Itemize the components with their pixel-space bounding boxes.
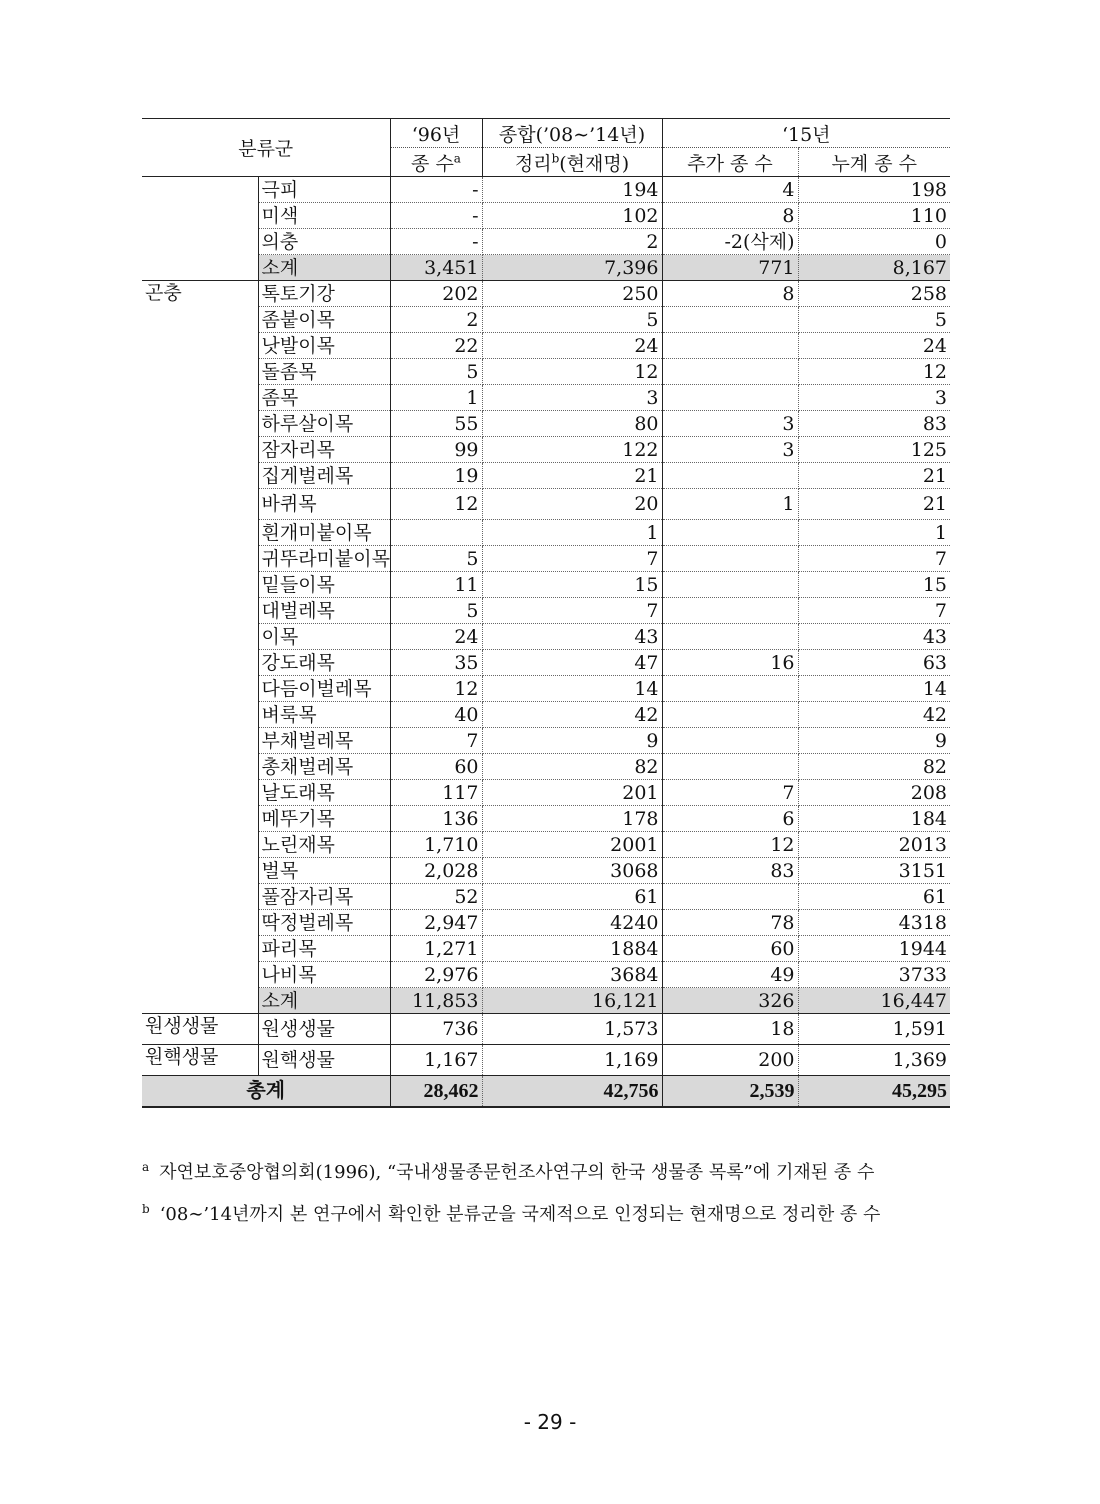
table-row xyxy=(142,333,950,359)
taxon-name-cell: 벌목 xyxy=(258,858,390,884)
table-row xyxy=(142,962,950,988)
count-cumulative-cell: 184 xyxy=(798,806,950,832)
count-total-cell: 4240 xyxy=(482,910,662,936)
count-cumulative-cell: 82 xyxy=(798,754,950,780)
taxon-name-cell: 바퀴목 xyxy=(258,489,390,520)
header-1996-text: 종 수 xyxy=(411,152,454,175)
footnote-marker-a: a xyxy=(453,151,461,166)
count-total-cell: 7,396 xyxy=(482,255,662,281)
taxon-name-cell: 소계 xyxy=(258,988,390,1014)
table-row xyxy=(142,520,950,546)
count-total-cell: 3 xyxy=(482,385,662,411)
count-total-cell: 43 xyxy=(482,624,662,650)
count-cumulative-cell: 9 xyxy=(798,728,950,754)
count-added-cell xyxy=(662,884,798,910)
taxon-name-cell: 다듬이벌레목 xyxy=(258,676,390,702)
taxon-name-cell: 낫발이목 xyxy=(258,333,390,359)
taxon-name-cell: 이목 xyxy=(258,624,390,650)
header-total-text-a: 정리 xyxy=(514,152,552,175)
count-cumulative-cell: 21 xyxy=(798,463,950,489)
table-row xyxy=(142,858,950,884)
count-cumulative-cell: 208 xyxy=(798,780,950,806)
count-cumulative-cell: 198 xyxy=(798,177,950,203)
count-cumulative-cell: 110 xyxy=(798,203,950,229)
count-total-cell: 2001 xyxy=(482,832,662,858)
count-total-cell: 2 xyxy=(482,229,662,255)
count-added-cell xyxy=(662,307,798,333)
count-1996-cell: 40 xyxy=(390,702,482,728)
count-cumulative-cell: 7 xyxy=(798,598,950,624)
count-added-cell: 200 xyxy=(662,1045,798,1076)
count-1996-cell: 3,451 xyxy=(390,255,482,281)
table-row xyxy=(142,754,950,780)
taxon-name-cell: 부채벌레목 xyxy=(258,728,390,754)
count-added-cell: 6 xyxy=(662,806,798,832)
table-row xyxy=(142,936,950,962)
count-added-cell xyxy=(662,359,798,385)
header-cumulative: 누계 종 수 xyxy=(798,148,950,177)
table-row xyxy=(142,546,950,572)
count-1996-cell: 60 xyxy=(390,754,482,780)
count-1996-cell: 11 xyxy=(390,572,482,598)
grand-total-cumulative: 45,295 xyxy=(798,1076,950,1108)
taxon-name-cell: 강도래목 xyxy=(258,650,390,676)
count-1996-cell: 5 xyxy=(390,359,482,385)
count-cumulative-cell: 0 xyxy=(798,229,950,255)
count-cumulative-cell: 15 xyxy=(798,572,950,598)
count-1996-cell: 12 xyxy=(390,676,482,702)
count-1996-cell: 52 xyxy=(390,884,482,910)
count-total-cell: 12 xyxy=(482,359,662,385)
table-row xyxy=(142,203,950,229)
count-added-cell: 12 xyxy=(662,832,798,858)
taxon-name-cell: 의충 xyxy=(258,229,390,255)
taxon-name-cell: 나비목 xyxy=(258,962,390,988)
table-row xyxy=(142,832,950,858)
count-added-cell xyxy=(662,572,798,598)
count-cumulative-cell: 14 xyxy=(798,676,950,702)
count-total-cell: 61 xyxy=(482,884,662,910)
count-1996-cell: 202 xyxy=(390,281,482,307)
count-total-cell: 14 xyxy=(482,676,662,702)
species-table-container xyxy=(142,118,950,1108)
count-cumulative-cell: 1,369 xyxy=(798,1045,950,1076)
header-total-text-b: (현재명) xyxy=(559,152,630,175)
count-added-cell: 8 xyxy=(662,281,798,307)
count-added-cell: 7 xyxy=(662,780,798,806)
count-added-cell xyxy=(662,546,798,572)
count-1996-cell: 117 xyxy=(390,780,482,806)
count-added-cell xyxy=(662,624,798,650)
count-total-cell: 5 xyxy=(482,307,662,333)
count-total-cell: 3068 xyxy=(482,858,662,884)
count-cumulative-cell: 83 xyxy=(798,411,950,437)
taxon-name-cell: 원핵생물 xyxy=(258,1045,390,1076)
table-row xyxy=(142,624,950,650)
count-total-cell: 16,121 xyxy=(482,988,662,1014)
count-1996-cell: 99 xyxy=(390,437,482,463)
grand-total-total: 42,756 xyxy=(482,1076,662,1108)
taxon-group-cell: 원생생물 xyxy=(142,1014,258,1045)
count-cumulative-cell: 2013 xyxy=(798,832,950,858)
taxon-name-cell: 소계 xyxy=(258,255,390,281)
taxon-name-cell: 흰개미붙이목 xyxy=(258,520,390,546)
footnote-a-mark: a xyxy=(142,1160,150,1174)
footnote-a-text: 자연보호중앙협의회(1996), “국내생물종문헌조사연구의 한국 생물종 목록”에 기재된 종 수 xyxy=(159,1162,875,1183)
footnote-marker-b: b xyxy=(551,151,560,166)
count-total-cell: 9 xyxy=(482,728,662,754)
taxon-name-cell: 총채벌레목 xyxy=(258,754,390,780)
count-total-cell: 194 xyxy=(482,177,662,203)
count-added-cell: 49 xyxy=(662,962,798,988)
count-added-cell xyxy=(662,333,798,359)
count-1996-cell: 24 xyxy=(390,624,482,650)
table-row xyxy=(142,650,950,676)
table-row xyxy=(142,385,950,411)
count-total-cell: 24 xyxy=(482,333,662,359)
count-total-cell: 3684 xyxy=(482,962,662,988)
taxon-name-cell: 집게벌레목 xyxy=(258,463,390,489)
count-added-cell: 16 xyxy=(662,650,798,676)
count-added-cell xyxy=(662,754,798,780)
count-total-cell: 102 xyxy=(482,203,662,229)
grand-total-label: 총계 xyxy=(142,1076,390,1108)
table-row xyxy=(142,702,950,728)
count-cumulative-cell: 63 xyxy=(798,650,950,676)
count-1996-cell: 55 xyxy=(390,411,482,437)
table-row xyxy=(142,806,950,832)
count-total-cell: 21 xyxy=(482,463,662,489)
count-added-cell: 3 xyxy=(662,437,798,463)
count-1996-cell: 1,167 xyxy=(390,1045,482,1076)
count-added-cell: 60 xyxy=(662,936,798,962)
count-cumulative-cell: 7 xyxy=(798,546,950,572)
table-body xyxy=(142,177,950,1108)
count-added-cell: -2(삭제) xyxy=(662,229,798,255)
count-1996-cell: 2 xyxy=(390,307,482,333)
table-row xyxy=(142,437,950,463)
count-added-cell: 326 xyxy=(662,988,798,1014)
taxon-name-cell: 극피 xyxy=(258,177,390,203)
count-1996-cell: 5 xyxy=(390,546,482,572)
header-added: 추가 종 수 xyxy=(662,148,798,177)
count-added-cell: 3 xyxy=(662,411,798,437)
count-cumulative-cell: 1 xyxy=(798,520,950,546)
count-total-cell: 42 xyxy=(482,702,662,728)
count-1996-cell: 736 xyxy=(390,1014,482,1045)
count-1996-cell: 2,976 xyxy=(390,962,482,988)
count-1996-cell: 5 xyxy=(390,598,482,624)
count-added-cell: 78 xyxy=(662,910,798,936)
count-1996-cell: 12 xyxy=(390,489,482,520)
count-cumulative-cell: 1,591 xyxy=(798,1014,950,1045)
taxon-name-cell: 돌좀목 xyxy=(258,359,390,385)
footnote-b-text: ‘08∼’14년까지 본 연구에서 확인한 분류군을 국제적으로 인정되는 현재명으로 정리한 종 수 xyxy=(159,1204,881,1225)
count-1996-cell: - xyxy=(390,203,482,229)
count-total-cell: 82 xyxy=(482,754,662,780)
table-row xyxy=(142,910,950,936)
taxon-name-cell: 원생생물 xyxy=(258,1014,390,1045)
grand-total-added: 2,539 xyxy=(662,1076,798,1108)
taxon-name-cell: 미색 xyxy=(258,203,390,229)
table-row xyxy=(142,359,950,385)
taxon-name-cell: 딱정벌레목 xyxy=(258,910,390,936)
table-row xyxy=(142,229,950,255)
footnote-a xyxy=(142,1158,874,1184)
count-total-cell: 178 xyxy=(482,806,662,832)
footnote-b xyxy=(142,1200,880,1226)
count-total-cell: 201 xyxy=(482,780,662,806)
table-row xyxy=(142,307,950,333)
count-cumulative-cell: 3 xyxy=(798,385,950,411)
count-cumulative-cell: 125 xyxy=(798,437,950,463)
taxon-name-cell: 노린재목 xyxy=(258,832,390,858)
taxon-group-cell xyxy=(142,177,258,281)
count-1996-cell: 1,271 xyxy=(390,936,482,962)
count-added-cell xyxy=(662,463,798,489)
count-1996-cell: 11,853 xyxy=(390,988,482,1014)
count-1996-cell: 35 xyxy=(390,650,482,676)
count-cumulative-cell: 4318 xyxy=(798,910,950,936)
taxon-name-cell: 잠자리목 xyxy=(258,437,390,463)
count-added-cell xyxy=(662,728,798,754)
count-1996-cell xyxy=(390,520,482,546)
taxon-name-cell: 하루살이목 xyxy=(258,411,390,437)
count-added-cell: 1 xyxy=(662,489,798,520)
table-row xyxy=(142,1014,950,1045)
count-added-cell: 771 xyxy=(662,255,798,281)
page-number: - 29 - xyxy=(523,1410,577,1434)
table-row xyxy=(142,177,950,203)
count-added-cell: 18 xyxy=(662,1014,798,1045)
species-count-table xyxy=(142,118,950,1108)
count-total-cell: 1 xyxy=(482,520,662,546)
taxon-group-cell: 곤충 xyxy=(142,281,258,1014)
count-total-cell: 250 xyxy=(482,281,662,307)
count-1996-cell: 2,028 xyxy=(390,858,482,884)
count-cumulative-cell: 16,447 xyxy=(798,988,950,1014)
count-1996-cell: 22 xyxy=(390,333,482,359)
grand-total-1996: 28,462 xyxy=(390,1076,482,1108)
count-cumulative-cell: 42 xyxy=(798,702,950,728)
count-added-cell xyxy=(662,702,798,728)
count-1996-cell: 136 xyxy=(390,806,482,832)
header-2015: ‘15년 xyxy=(662,119,950,148)
table-row xyxy=(142,676,950,702)
taxon-name-cell: 톡토기강 xyxy=(258,281,390,307)
taxon-group-cell: 원핵생물 xyxy=(142,1045,258,1076)
table-row xyxy=(142,1045,950,1076)
count-total-cell: 1884 xyxy=(482,936,662,962)
count-1996-cell: 1 xyxy=(390,385,482,411)
taxon-name-cell: 귀뚜라미붙이목 xyxy=(258,546,390,572)
count-1996-cell: 2,947 xyxy=(390,910,482,936)
count-total-cell: 1,169 xyxy=(482,1045,662,1076)
table-row xyxy=(142,598,950,624)
count-cumulative-cell: 43 xyxy=(798,624,950,650)
count-total-cell: 1,573 xyxy=(482,1014,662,1045)
table-row xyxy=(142,489,950,520)
taxon-name-cell: 대벌레목 xyxy=(258,598,390,624)
grand-total-row xyxy=(142,1076,950,1108)
count-cumulative-cell: 24 xyxy=(798,333,950,359)
table-row xyxy=(142,281,950,307)
table-row xyxy=(142,411,950,437)
count-cumulative-cell: 1944 xyxy=(798,936,950,962)
count-total-cell: 7 xyxy=(482,546,662,572)
count-added-cell: 4 xyxy=(662,177,798,203)
count-total-cell: 80 xyxy=(482,411,662,437)
header-1996-line2 xyxy=(390,148,482,177)
table-header xyxy=(142,119,950,177)
count-added-cell: 8 xyxy=(662,203,798,229)
header-total-line2 xyxy=(482,148,662,177)
footnote-b-mark: b xyxy=(142,1202,150,1216)
count-1996-cell: 7 xyxy=(390,728,482,754)
count-cumulative-cell: 8,167 xyxy=(798,255,950,281)
table-row xyxy=(142,988,950,1014)
count-total-cell: 20 xyxy=(482,489,662,520)
count-added-cell xyxy=(662,385,798,411)
count-cumulative-cell: 12 xyxy=(798,359,950,385)
header-1996-line1: ‘96년 xyxy=(390,119,482,148)
count-cumulative-cell: 61 xyxy=(798,884,950,910)
count-added-cell xyxy=(662,676,798,702)
table-row xyxy=(142,780,950,806)
taxon-name-cell: 좀붙이목 xyxy=(258,307,390,333)
count-added-cell xyxy=(662,520,798,546)
header-total-line1: 종합(’08∼’14년) xyxy=(482,119,662,148)
taxon-name-cell: 밑들이목 xyxy=(258,572,390,598)
taxon-name-cell: 벼룩목 xyxy=(258,702,390,728)
taxon-name-cell: 메뚜기목 xyxy=(258,806,390,832)
count-total-cell: 7 xyxy=(482,598,662,624)
count-1996-cell: - xyxy=(390,229,482,255)
table-row xyxy=(142,728,950,754)
count-1996-cell: - xyxy=(390,177,482,203)
count-total-cell: 122 xyxy=(482,437,662,463)
count-cumulative-cell: 21 xyxy=(798,489,950,520)
count-cumulative-cell: 3151 xyxy=(798,858,950,884)
table-row xyxy=(142,884,950,910)
count-added-cell xyxy=(662,598,798,624)
count-cumulative-cell: 3733 xyxy=(798,962,950,988)
taxon-name-cell: 좀목 xyxy=(258,385,390,411)
count-total-cell: 47 xyxy=(482,650,662,676)
header-taxon-group: 분류군 xyxy=(142,119,390,177)
count-1996-cell: 19 xyxy=(390,463,482,489)
table-row xyxy=(142,572,950,598)
count-added-cell: 83 xyxy=(662,858,798,884)
count-total-cell: 15 xyxy=(482,572,662,598)
taxon-name-cell: 풀잠자리목 xyxy=(258,884,390,910)
count-cumulative-cell: 5 xyxy=(798,307,950,333)
count-cumulative-cell: 258 xyxy=(798,281,950,307)
taxon-name-cell: 파리목 xyxy=(258,936,390,962)
table-row xyxy=(142,255,950,281)
taxon-name-cell: 날도래목 xyxy=(258,780,390,806)
count-1996-cell: 1,710 xyxy=(390,832,482,858)
table-row xyxy=(142,463,950,489)
